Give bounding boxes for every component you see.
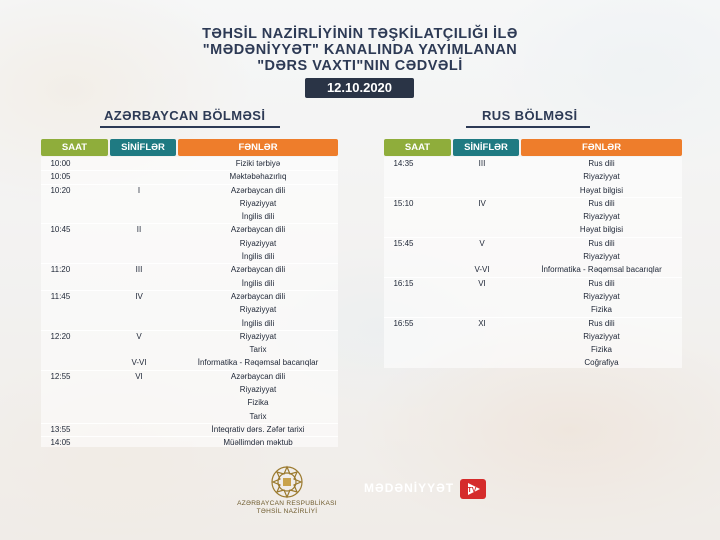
table-row [41,436,338,449]
time-cell [27,210,94,223]
table-row [384,303,682,316]
time-cell [370,356,437,369]
tv-badge-text: TV [467,487,477,494]
grade-cell [449,356,515,369]
grade-cell [449,303,515,316]
time-cell [27,317,94,330]
table-row [41,223,338,236]
subject-cell: İnteqrativ dərs. Zəfər tarixi [211,424,305,434]
grade-cell [106,170,172,183]
time-cell [370,250,437,263]
subject-cell: İngilis dili [241,318,275,328]
grade-cell: V-VI [131,358,147,368]
time-cell [370,210,437,223]
time-cell: 11:45 [50,291,71,301]
grade-cell [449,330,515,343]
subject-cell: İngilis dili [241,278,275,288]
time-cell: 10:45 [50,225,71,235]
tv-logo-text: MƏDƏNİYYƏT [364,481,455,495]
grade-cell [106,396,172,409]
grade-cell [449,250,515,263]
table-row [384,210,682,223]
title-line-2: "MƏDƏNİYYƏT" KANALINDA YAYIMLANAN [202,42,518,58]
time-cell [370,290,437,303]
subject-cell: İnformatika - Rəqəmsal bacarıqlar [541,265,662,275]
grade-cell: IV [135,291,143,301]
subject-cell: Azərbaycan dili [230,265,286,275]
subject-cell: Rus dili [588,318,615,328]
subject-cell: Azərbaycan dili [230,371,286,381]
table-row [384,290,682,303]
grade-cell [106,210,172,223]
table-row [384,356,682,369]
grade-cell [106,436,172,449]
table-row [41,410,338,423]
time-cell [27,343,94,356]
section-title-az: AZƏRBAYCAN BÖLMƏSİ [104,108,266,123]
title-line-1: TƏHSİL NAZİRLİYİNİN TƏŞKİLATÇILIĞI İLƏ [202,26,518,42]
subject-cell: Riyaziyyat [583,331,620,341]
grade-cell: III [478,159,486,168]
time-cell [27,383,94,396]
time-cell [27,303,94,316]
grade-cell [106,410,172,423]
table-row [384,250,682,263]
az-table [41,157,338,450]
table-row [41,383,338,396]
table-row [41,277,338,290]
section-underline-az [100,126,280,128]
ru-header-saat: SAAT [384,139,451,156]
subject-cell: İnformatika - Rəqəmsal bacarıqlar [197,358,319,368]
grade-cell [449,223,515,236]
grade-cell: VI [135,371,143,381]
grade-cell [106,423,172,436]
time-cell: 16:15 [393,278,414,288]
ministry-emblem-icon [262,462,312,502]
subject-cell: Riyaziyyat [583,252,620,262]
subject-cell: Fizika [591,305,612,315]
grade-cell [106,157,172,170]
time-cell [370,343,437,356]
time-cell [370,303,437,316]
grade-cell: IV [478,198,486,208]
time-cell: 16:55 [393,318,414,328]
ru-table [384,157,682,370]
subject-cell: Həyat bilgisi [579,185,624,195]
grade-cell: III [135,265,143,275]
grade-cell [106,343,172,356]
grade-cell [106,317,172,330]
table-row [41,356,338,369]
grade-cell [449,290,515,303]
subject-cell: Coğrafiya [584,358,619,368]
time-cell: 10:05 [50,172,71,182]
subject-cell: Rus dili [588,159,615,168]
table-row [384,197,682,210]
subject-cell: Riyaziyyat [239,385,277,395]
grade-cell [106,250,172,263]
grade-cell: V [479,238,485,248]
grade-cell [449,210,515,223]
time-cell [27,277,94,290]
grade-cell [106,383,172,396]
table-row [41,290,338,303]
subject-cell: Məktəbəhazırlıq [229,172,287,182]
table-row [384,317,682,330]
time-cell: 14:05 [50,438,71,448]
table-row [41,210,338,223]
grade-cell [106,197,172,210]
time-cell [27,410,94,423]
subject-cell: Fizika [591,345,612,355]
subject-cell: Fiziki tərbiyə [235,159,281,168]
table-row [384,157,682,170]
time-cell [27,356,94,369]
subject-cell: Azərbaycan dili [230,291,286,301]
time-cell [27,197,94,210]
table-row [384,343,682,356]
time-cell [27,396,94,409]
grade-cell: V [136,331,142,341]
grade-cell [106,237,172,250]
time-cell: 12:55 [50,371,71,381]
subject-cell: Rus dili [588,278,615,288]
subject-cell: İngilis dili [241,252,275,262]
grade-cell [449,184,515,197]
time-cell [370,223,437,236]
subject-cell: Riyaziyyat [239,331,277,341]
grade-cell: II [136,225,142,235]
table-row [384,170,682,183]
time-cell: 12:20 [50,331,71,341]
ru-header-fenler: FƏNLƏR [521,139,682,156]
subject-cell: Tarix [249,411,267,421]
time-cell: 11:20 [50,265,71,275]
section-underline-ru [466,126,590,128]
table-row [41,157,338,170]
subject-cell: Riyaziyyat [239,198,277,208]
table-row [41,237,338,250]
time-cell [27,237,94,250]
time-cell [370,263,437,276]
subject-cell: Riyaziyyat [583,291,620,301]
time-cell: 14:35 [393,159,414,168]
az-header-saat: SAAT [41,139,108,156]
az-header-fenler: FƏNLƏR [178,139,338,156]
time-cell: 13:55 [50,424,71,434]
table-row [41,250,338,263]
section-title-ru: RUS BÖLMƏSİ [482,108,578,123]
grade-cell [106,303,172,316]
table-row [41,197,338,210]
subject-cell: Riyaziyyat [239,305,277,315]
table-row [41,170,338,183]
time-cell: 15:45 [393,238,414,248]
table-row [384,237,682,250]
table-row [41,263,338,276]
table-row [41,317,338,330]
time-cell [27,250,94,263]
table-row [384,330,682,343]
table-row [41,184,338,197]
subject-cell: Riyaziyyat [583,172,620,182]
time-cell [370,184,437,197]
subject-cell: Riyaziyyat [239,238,277,248]
ru-header-sinifler: SİNİFLƏR [453,139,519,156]
ministry-name: AZƏRBAYCAN RESPUBLİKASI TƏHSİL NAZİRLİYİ [237,500,337,515]
date-badge: 12.10.2020 [305,78,414,98]
subject-cell: Rus dili [588,238,615,248]
time-cell: 15:10 [393,198,414,208]
subject-cell: Rus dili [588,198,615,208]
grade-cell: V-VI [474,265,490,275]
table-row [384,223,682,236]
table-row [384,184,682,197]
title-line-3: "DƏRS VAXTI"NIN CƏDVƏLİ [257,58,463,74]
table-row [41,330,338,343]
subject-cell: Tarix [249,345,267,355]
table-row [384,277,682,290]
table-row [384,263,682,276]
subject-cell: İngilis dili [241,212,275,222]
grade-cell: VI [478,278,486,288]
table-row [41,303,338,316]
table-row [41,370,338,383]
grade-cell [449,343,515,356]
table-row [41,423,338,436]
time-cell: 10:00 [50,159,71,168]
subject-cell: Azərbaycan dili [230,225,286,235]
grade-cell: I [137,185,141,195]
table-row [41,396,338,409]
table-row [41,343,338,356]
grade-cell [449,170,515,183]
subject-cell: Müəllimdən məktub [223,438,293,448]
time-cell [370,330,437,343]
subject-cell: Həyat bilgisi [579,225,624,235]
subject-cell: Riyaziyyat [583,212,620,222]
subject-cell: Azərbaycan dili [230,185,286,195]
grade-cell [106,277,172,290]
grade-cell: XI [478,318,486,328]
time-cell: 10:20 [50,185,71,195]
az-header-sinifler: SİNİFLƏR [110,139,176,156]
time-cell [370,170,437,183]
tv-play-icon [460,479,486,499]
subject-cell: Fizika [247,398,269,408]
